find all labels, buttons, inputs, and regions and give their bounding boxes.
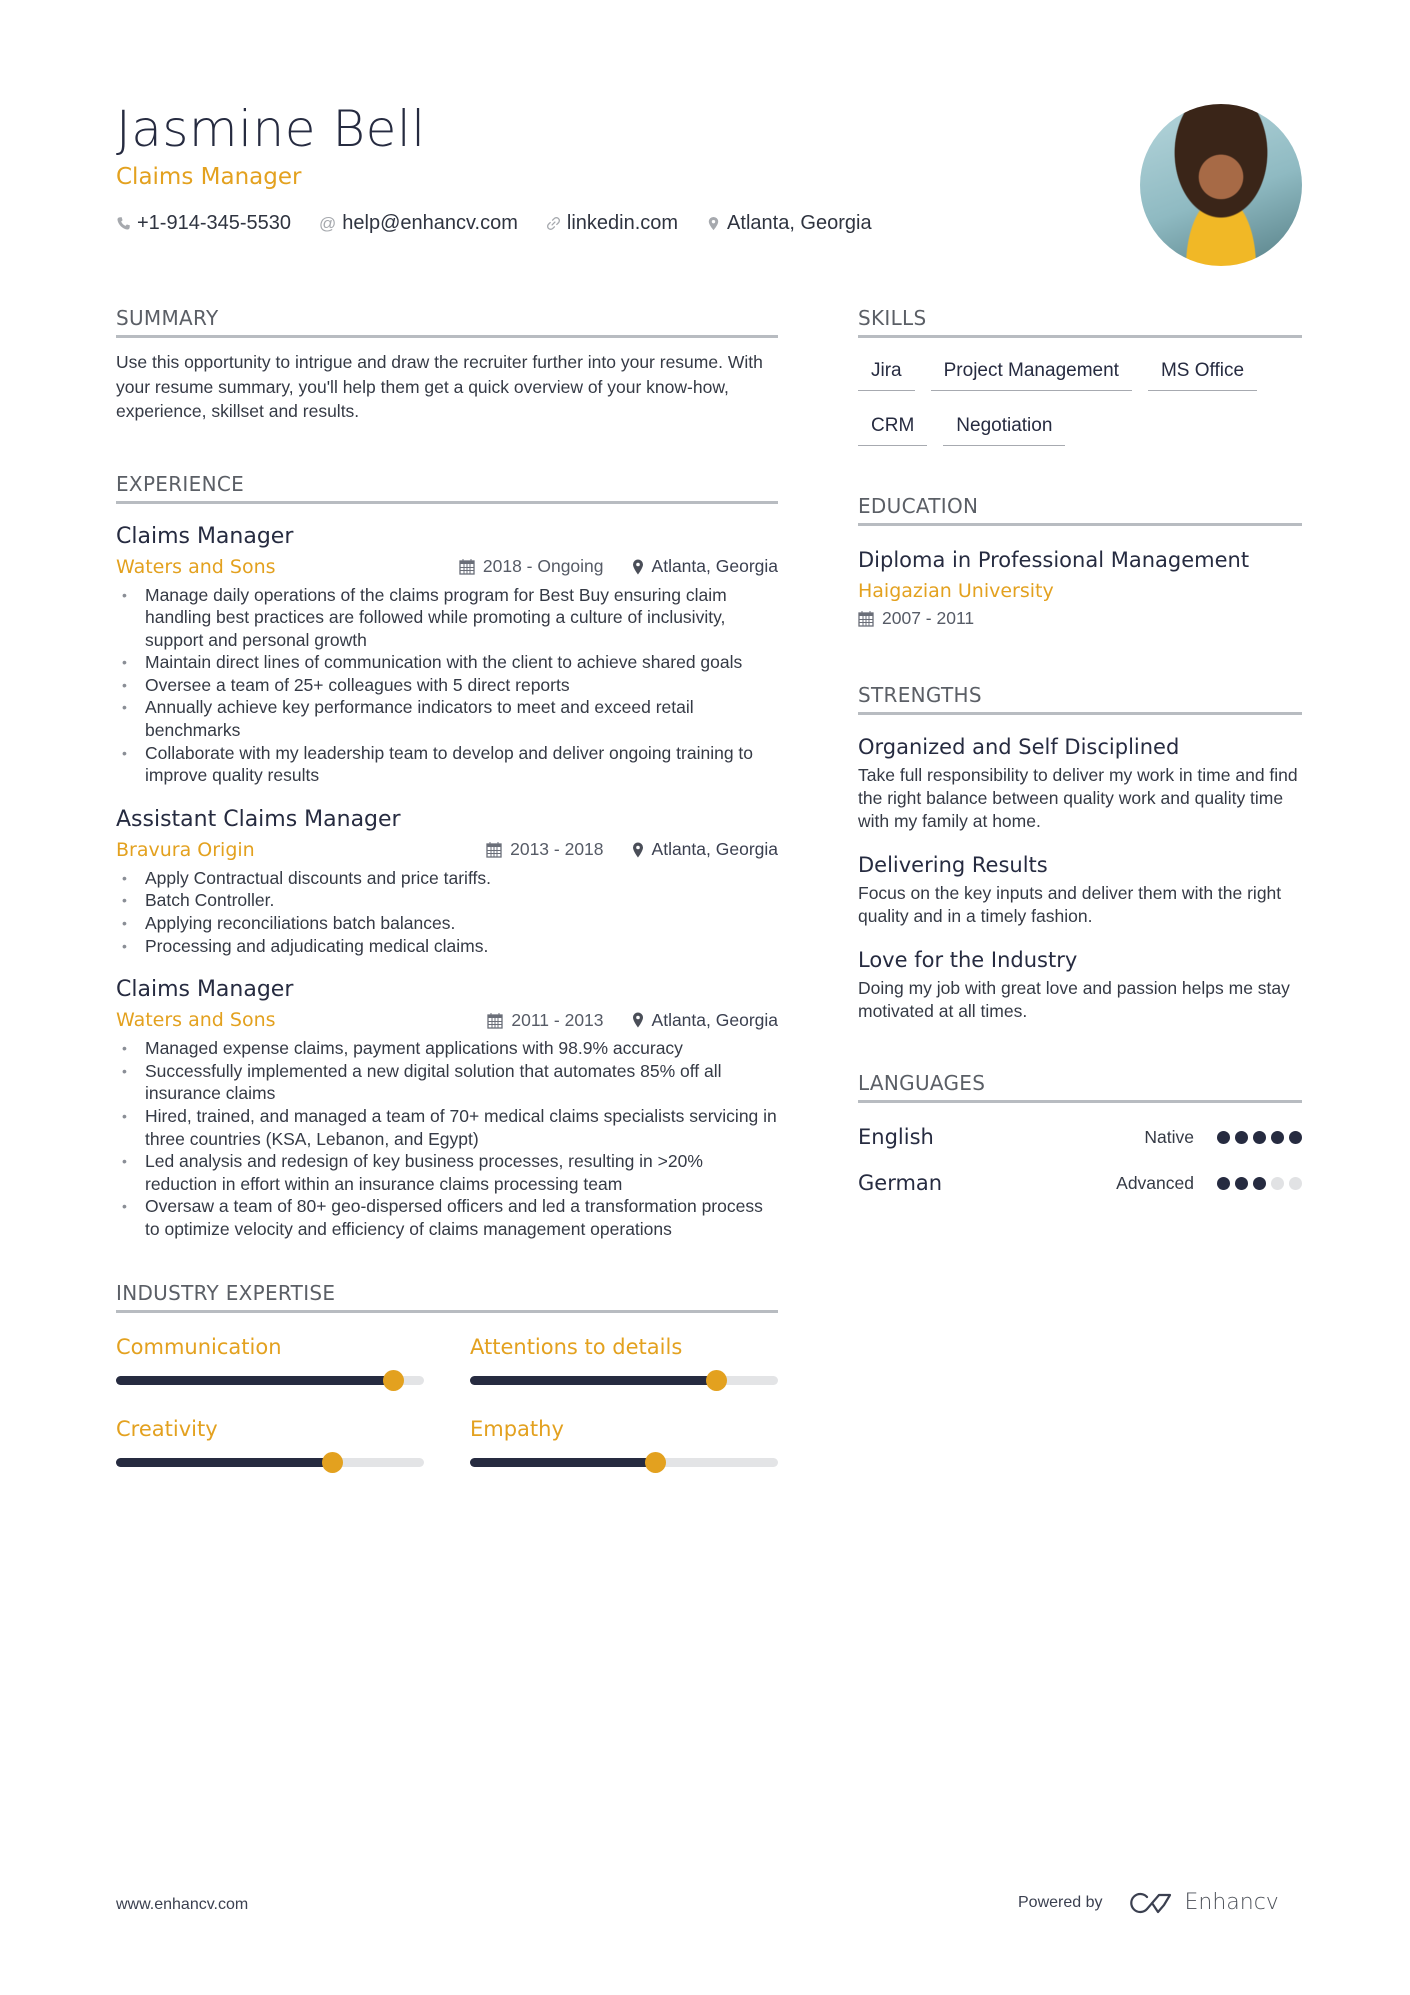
expertise-bar-knob [383, 1370, 404, 1391]
job-title: Claims Manager [116, 977, 294, 1003]
dot-filled [1289, 1131, 1302, 1144]
brand-name: Enhancv [1184, 1890, 1279, 1915]
proficiency-dots [1212, 1131, 1302, 1144]
language-row [858, 1171, 1302, 1195]
date-text: 2018 - Ongoing [482, 556, 604, 576]
location-pin-icon [706, 216, 721, 231]
link-text[interactable]: linkedin.com [566, 212, 679, 234]
location-text: Atlanta, Georgia [651, 556, 778, 576]
expertise-bar-fill [116, 1458, 332, 1467]
job-bullets [116, 1037, 778, 1240]
expertise-label: Empathy [470, 1416, 564, 1441]
section-heading: LANGUAGES [858, 1071, 1302, 1103]
language-proficiency [1116, 1173, 1302, 1194]
languages-section [858, 1071, 1302, 1195]
job-meta-right [487, 1010, 778, 1031]
phone-icon [116, 216, 131, 231]
bullet: • Processing and adjudicating medical claims. [116, 935, 778, 958]
calendar-icon [858, 610, 874, 627]
date-text: 2011 - 2013 [511, 1009, 604, 1030]
section-heading: EXPERIENCE [116, 472, 778, 504]
company-name: Waters and Sons [116, 555, 276, 578]
dot-filled [1271, 1131, 1284, 1144]
job-entry [116, 805, 778, 957]
expertise-item [470, 1333, 778, 1385]
contact-link[interactable] [546, 212, 678, 235]
job-meta-right [459, 556, 778, 577]
language-row [858, 1125, 1302, 1149]
expertise-item [470, 1415, 778, 1467]
strength-item [858, 851, 1302, 928]
expertise-bar-knob [645, 1452, 666, 1473]
expertise-label: Creativity [116, 1416, 218, 1441]
bullet: • Batch Controller. [116, 889, 778, 912]
school-name: Haigazian University [858, 580, 1054, 602]
dot-filled [1235, 1177, 1248, 1190]
dot-empty [1289, 1177, 1302, 1190]
expertise-bar [116, 1458, 424, 1467]
bullet: • Oversaw a team of 80+ geo-dispersed officers and led a transformation process to optimize velocity and efficiency of claims management operations [116, 1195, 778, 1240]
dot-filled [1235, 1131, 1248, 1144]
job-dates [459, 556, 604, 577]
language-proficiency [1144, 1127, 1302, 1148]
expertise-item [116, 1333, 424, 1385]
language-name: German [858, 1171, 943, 1195]
location-pin-icon [632, 842, 644, 858]
job-location [632, 1010, 778, 1031]
dot-empty [1271, 1177, 1284, 1190]
contact-phone [116, 212, 291, 235]
dot-filled [1253, 1131, 1266, 1144]
expertise-bar-knob [322, 1452, 343, 1473]
skill-tag: CRM [858, 413, 927, 446]
bullet: • Successfully implemented a new digital solution that automates 85% off all insurance claims [116, 1060, 778, 1105]
job-title: Claims Manager [116, 523, 294, 549]
education-section [858, 494, 1302, 629]
location-pin-icon [632, 559, 644, 575]
company-name: Waters and Sons [116, 1009, 276, 1032]
job-meta-right [486, 839, 778, 860]
summary-text: Use this opportunity to intrigue and draw the recruiter further into your resume. With your resume summary, you'll help them get a quick overview of your know-how, experience, skillset and results. [116, 352, 763, 421]
calendar-icon [487, 1012, 503, 1029]
expertise-bar-knob [706, 1370, 727, 1391]
strength-title: Organized and Self Disciplined [858, 735, 1180, 759]
profile-photo [1140, 104, 1302, 266]
left-column [116, 306, 778, 1503]
expertise-bar-fill [470, 1376, 716, 1385]
skill-tag: MS Office [1148, 358, 1257, 391]
date-text: 2013 - 2018 [510, 839, 604, 860]
contact-row [116, 212, 1016, 235]
bullet: • Manage daily operations of the claims program for Best Buy ensuring claim handling best practices are followed while promoting a culture of inclusivity, support and personal growth [116, 584, 778, 652]
skill-tag: Project Management [931, 358, 1132, 391]
skills-section [858, 306, 1302, 468]
email-text[interactable]: help@enhancv.com [342, 212, 518, 234]
enhancv-logo-icon [1127, 1891, 1173, 1915]
location-pin-icon [632, 1012, 644, 1028]
strengths-section [858, 683, 1302, 1023]
skills-list [858, 358, 1302, 468]
calendar-icon [486, 841, 502, 858]
skill-tag: Negotiation [943, 413, 1065, 446]
section-heading: STRENGTHS [858, 683, 1302, 715]
strength-desc: Focus on the key inputs and deliver them with the right quality and in a timely fashion. [858, 883, 1282, 926]
dot-filled [1217, 1131, 1230, 1144]
link-icon [546, 216, 561, 231]
language-name: English [858, 1125, 934, 1149]
bullet: • Led analysis and redesign of key business processes, resulting in >20% reduction in effort within an insurance claims processing team [116, 1150, 778, 1195]
bullet: • Annually achieve key performance indicators to meet and exceed retail benchmarks [116, 696, 778, 741]
expertise-bar [470, 1376, 778, 1385]
bullet: • Collaborate with my leadership team to develop and deliver ongoing training to improve quality results [116, 742, 778, 787]
industry-expertise-section [116, 1281, 778, 1467]
footer-website[interactable]: www.enhancv.com [116, 1896, 249, 1913]
bullet: • Oversee a team of 25+ colleagues with 5 direct reports [116, 674, 778, 697]
proficiency-dots [1212, 1177, 1302, 1190]
right-column [858, 306, 1302, 1231]
expertise-label: Attentions to details [470, 1334, 683, 1359]
language-level: Native [1144, 1126, 1194, 1147]
job-entry [116, 975, 778, 1240]
skill-tag: Jira [858, 358, 915, 391]
expertise-grid [116, 1333, 778, 1467]
summary-section [116, 306, 778, 424]
job-dates [487, 1010, 603, 1031]
location-text: Atlanta, Georgia [651, 839, 778, 860]
strength-title: Delivering Results [858, 853, 1048, 877]
expertise-item [116, 1415, 424, 1467]
job-meta [116, 1007, 778, 1033]
bullet: • Apply Contractual discounts and price tariffs. [116, 867, 778, 890]
expertise-bar-fill [116, 1376, 393, 1385]
bullet: • Managed expense claims, payment applications with 98.9% accuracy [116, 1037, 778, 1060]
section-heading: SUMMARY [116, 306, 778, 338]
footer-branding [1018, 1890, 1279, 1915]
strength-item [858, 946, 1302, 1023]
dot-filled [1253, 1177, 1266, 1190]
job-location [632, 556, 778, 577]
job-location [632, 839, 778, 860]
company-name: Bravura Origin [116, 838, 255, 861]
degree-title: Diploma in Professional Management [858, 548, 1250, 572]
job-dates [486, 839, 603, 860]
expertise-bar [470, 1458, 778, 1467]
job-entry [116, 522, 778, 787]
dot-filled [1217, 1177, 1230, 1190]
date-text: 2007 - 2011 [882, 608, 975, 628]
bullet: • Applying reconciliations batch balances. [116, 912, 778, 935]
at-icon: @ [319, 213, 337, 233]
expertise-bar [116, 1376, 424, 1385]
expertise-label: Communication [116, 1334, 282, 1359]
candidate-title: Claims Manager [116, 164, 302, 190]
job-bullets [116, 867, 778, 957]
strength-title: Love for the Industry [858, 948, 1078, 972]
experience-section [116, 472, 778, 1241]
contact-email[interactable] [319, 212, 518, 235]
section-heading: INDUSTRY EXPERTISE [116, 1281, 778, 1313]
expertise-bar-fill [470, 1458, 655, 1467]
phone-text: +1-914-345-5530 [137, 212, 292, 234]
powered-by-text: Powered by [1018, 1893, 1103, 1911]
language-level: Advanced [1116, 1172, 1194, 1193]
location-text: Atlanta, Georgia [651, 1009, 778, 1030]
job-meta [116, 837, 778, 863]
strength-item [858, 733, 1302, 833]
strength-desc: Doing my job with great love and passion helps me stay motivated at all times. [858, 978, 1290, 1021]
brand-logo[interactable] [1127, 1890, 1279, 1915]
strength-desc: Take full responsibility to deliver my work in time and find the right balance between quality work and quality time with my family at home. [858, 765, 1298, 831]
candidate-name: Jasmine Bell [116, 100, 426, 158]
bullet: • Hired, trained, and managed a team of 70+ medical claims specialists servicing in three countries (KSA, Lebanon, and Egypt) [116, 1105, 778, 1150]
section-heading: EDUCATION [858, 494, 1302, 526]
bullet: • Maintain direct lines of communication with the client to achieve shared goals [116, 651, 778, 674]
contact-location [706, 212, 872, 235]
job-title: Assistant Claims Manager [116, 806, 401, 832]
location-text: Atlanta, Georgia [727, 212, 872, 234]
section-heading: SKILLS [858, 306, 1302, 338]
job-meta [116, 554, 778, 580]
job-bullets [116, 584, 778, 787]
resume-header [116, 98, 1016, 235]
education-dates [858, 608, 1302, 629]
calendar-icon [459, 558, 475, 575]
